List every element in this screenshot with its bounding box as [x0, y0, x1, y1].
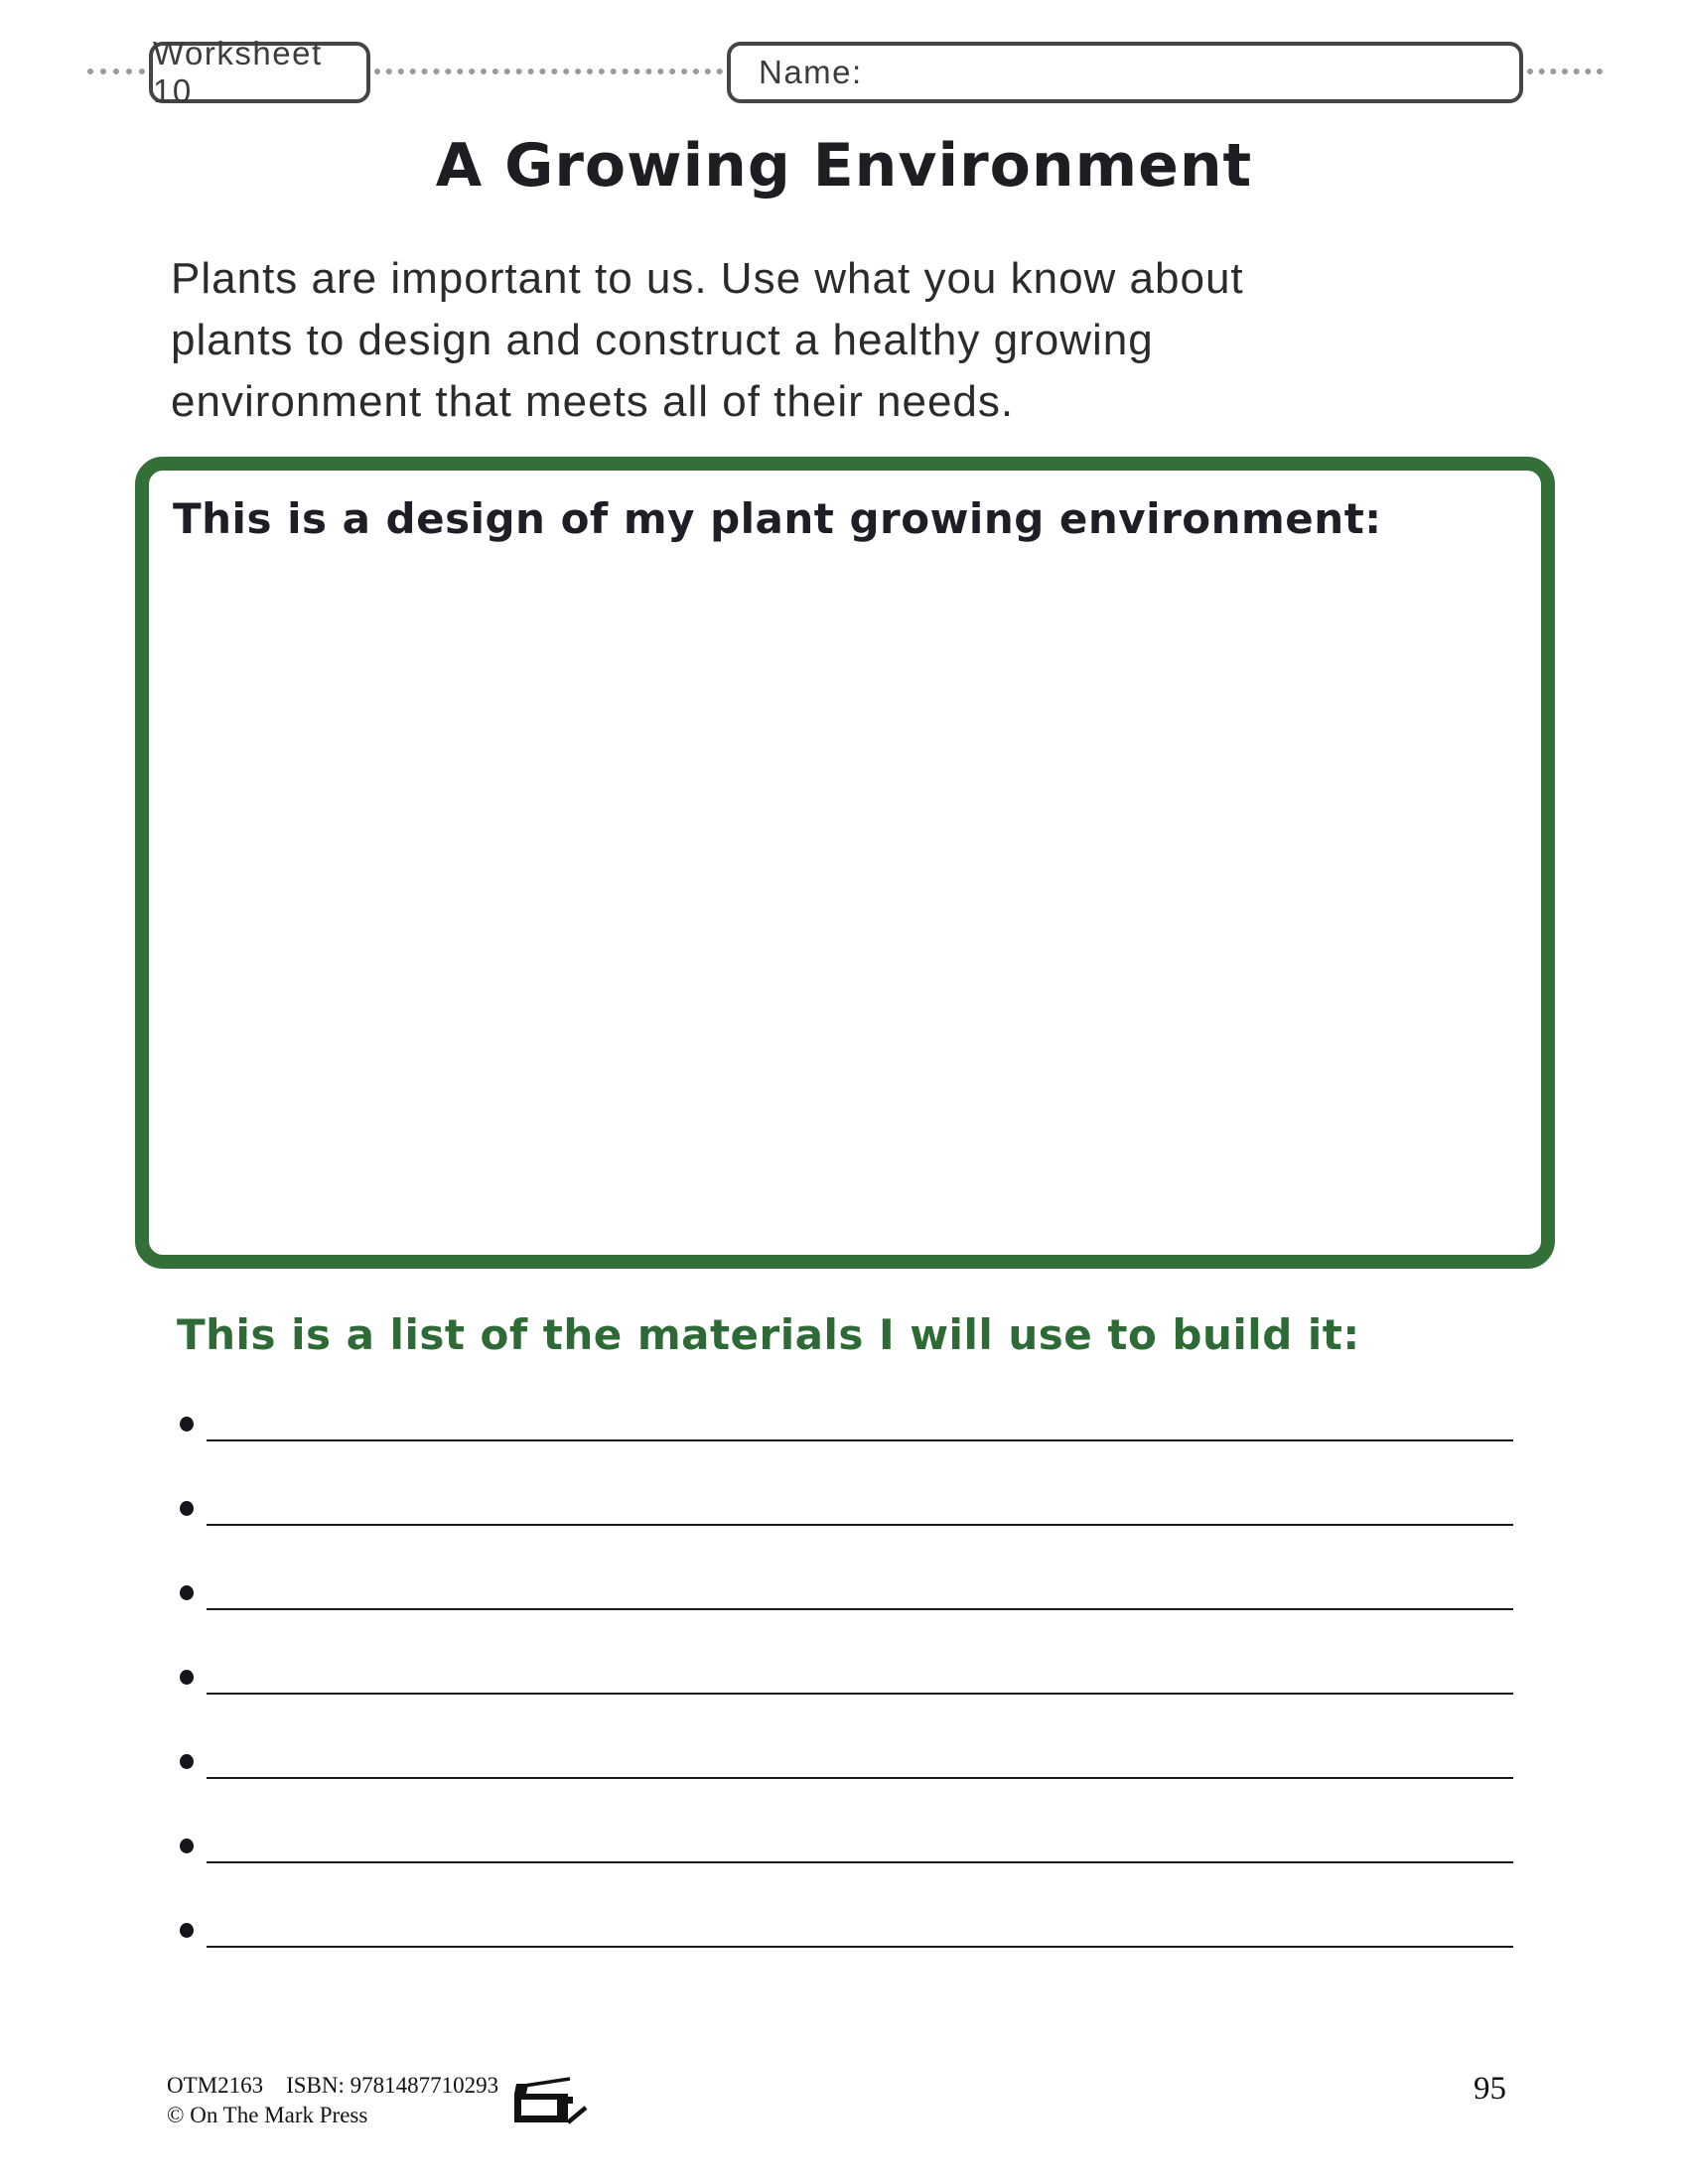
name-label: Name:: [759, 54, 863, 90]
header-dotted-line-middle: [374, 68, 723, 74]
design-drawing-area[interactable]: [135, 457, 1555, 1269]
materials-list: [174, 1410, 1524, 2000]
writing-line[interactable]: [207, 1946, 1513, 1948]
copyright-line: © On The Mark Press: [167, 2103, 368, 2127]
intro-line: plants to design and construct a healthy growing: [171, 316, 1154, 364]
header-dotted-line-left: [87, 68, 145, 74]
writing-line[interactable]: [207, 1439, 1513, 1441]
bullet-dot: [180, 1839, 194, 1853]
writing-line[interactable]: [207, 1693, 1513, 1695]
material-blank-line[interactable]: [174, 1663, 1524, 1747]
material-blank-line[interactable]: [174, 1410, 1524, 1494]
bullet-dot: [180, 1501, 194, 1516]
page-number: 95: [1474, 2071, 1506, 2107]
writing-line[interactable]: [207, 1777, 1513, 1779]
header-dotted-line-right: [1527, 68, 1603, 74]
material-blank-line[interactable]: [174, 1916, 1524, 2000]
material-blank-line[interactable]: [174, 1494, 1524, 1578]
bullet-dot: [180, 1585, 194, 1600]
materials-heading: This is a list of the materials I will use to build it:: [177, 1310, 1360, 1359]
worksheet-number-label: Worksheet 10: [153, 35, 323, 109]
intro-line: environment that meets all of their needs.: [171, 377, 1015, 426]
writing-line[interactable]: [207, 1608, 1513, 1610]
material-blank-line[interactable]: [174, 1747, 1524, 1832]
writing-line[interactable]: [207, 1861, 1513, 1863]
material-blank-line[interactable]: [174, 1832, 1524, 1916]
writing-line[interactable]: [207, 1524, 1513, 1526]
material-blank-line[interactable]: [174, 1578, 1524, 1663]
name-field[interactable]: [727, 42, 1523, 103]
intro-paragraph: [171, 248, 1244, 433]
design-box-heading: This is a design of my plant growing environment:: [173, 494, 1382, 543]
bullet-dot: [180, 1670, 194, 1685]
bullet-dot: [180, 1417, 194, 1432]
publisher-info: [167, 2071, 498, 2130]
bullet-dot: [180, 1923, 194, 1938]
product-code: OTM2163 ISBN: 9781487710293: [167, 2073, 499, 2098]
intro-line: Plants are important to us. Use what you know about: [171, 254, 1244, 303]
page-title: A Growing Environment: [435, 131, 1253, 201]
bullet-dot: [180, 1754, 194, 1769]
worksheet-number-box: [149, 35, 370, 109]
copier-icon: [508, 2077, 590, 2126]
